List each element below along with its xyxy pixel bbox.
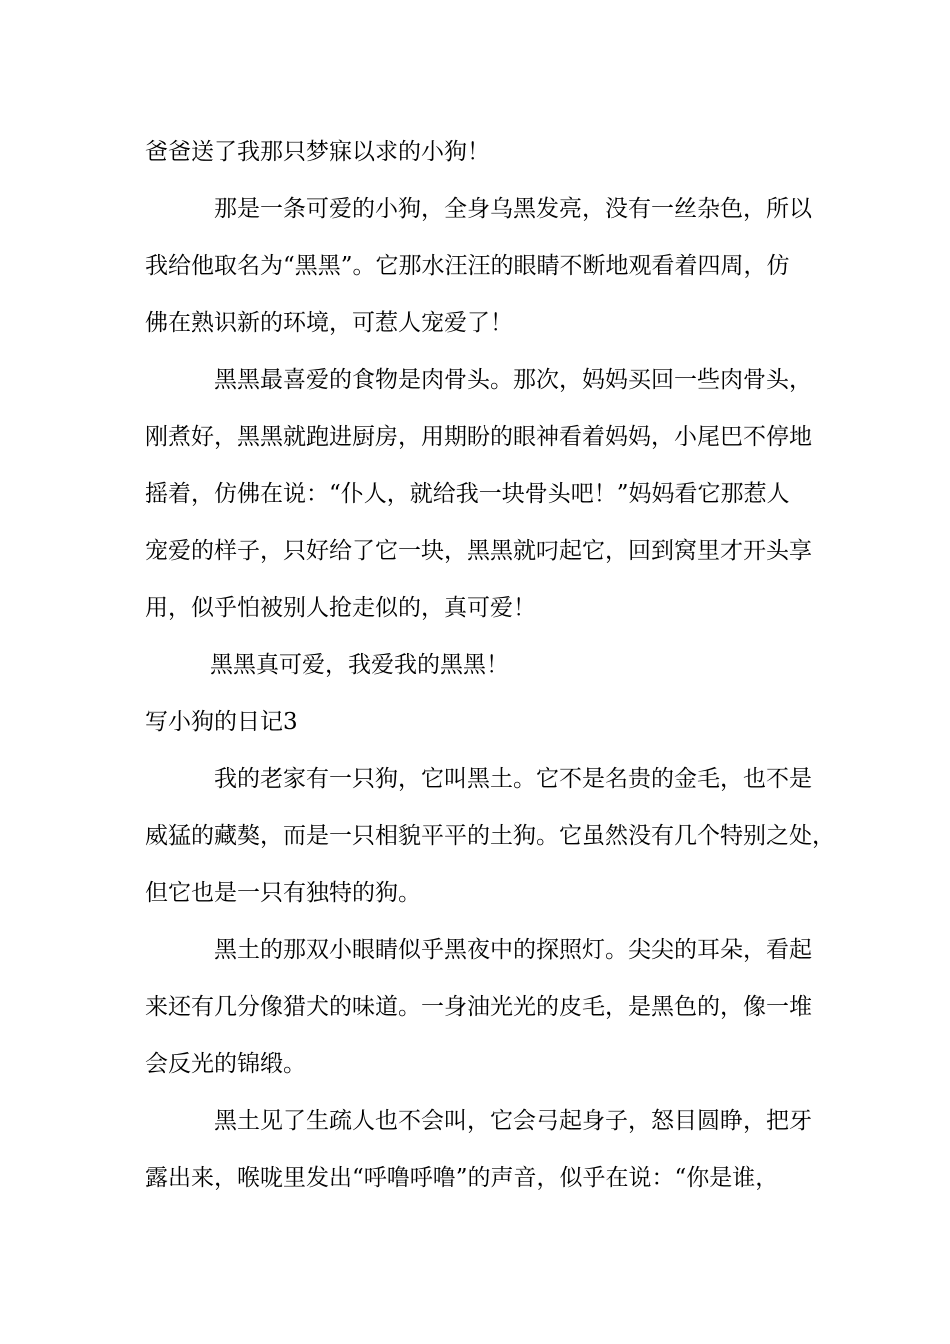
text-line: 但它也是一只有独特的狗。 [145, 880, 421, 906]
text-line: 威猛的藏獒，而是一只相貌平平的土狗。它虽然没有几个特别之处， [145, 823, 835, 849]
text-line: 会反光的锦缎。 [145, 1051, 306, 1077]
paragraph-line: 黑土见了生疏人也不会叫，它会弓起身子，怒目圆睁，把牙 [214, 1108, 812, 1134]
text-line: 爸爸送了我那只梦寐以求的小狗！ [145, 139, 490, 165]
paragraph-line: 黑黑最喜爱的食物是肉骨头。那次，妈妈买回一些肉骨头， [214, 367, 812, 393]
text-line: 佛在熟识新的环境，可惹人宠爱了！ [145, 310, 513, 336]
text-line: 露出来，喉咙里发出“呼噜呼噜”的声音，似乎在说：“你是谁， [145, 1165, 779, 1191]
text-line: 用，似乎怕被别人抢走似的，真可爱！ [145, 595, 536, 621]
text-line: 我给他取名为“黑黑”。它那水汪汪的眼睛不断地观看着四周，仿 [145, 253, 790, 279]
text-line: 宠爱的样子，只好给了它一块，黑黑就叼起它，回到窝里才开头享 [145, 538, 812, 564]
paragraph-line: 黑黑真可爱，我爱我的黑黑！ [210, 652, 509, 678]
text-line: 刚煮好，黑黑就跑进厨房，用期盼的眼神看着妈妈，小尾巴不停地 [145, 424, 812, 450]
section-heading: 写小狗的日记3 [145, 709, 298, 735]
text-line: 摇着，仿佛在说：“仆人，就给我一块骨头吧！”妈妈看它那惹人 [145, 481, 790, 507]
text-line: 来还有几分像猎犬的味道。一身油光光的皮毛，是黑色的，像一堆 [145, 994, 812, 1020]
paragraph-line: 那是一条可爱的小狗，全身乌黑发亮，没有一丝杂色，所以 [214, 196, 812, 222]
paragraph-line: 我的老家有一只狗，它叫黑土。它不是名贵的金毛，也不是 [214, 766, 812, 792]
paragraph-line: 黑土的那双小眼睛似乎黑夜中的探照灯。尖尖的耳朵，看起 [214, 937, 812, 963]
